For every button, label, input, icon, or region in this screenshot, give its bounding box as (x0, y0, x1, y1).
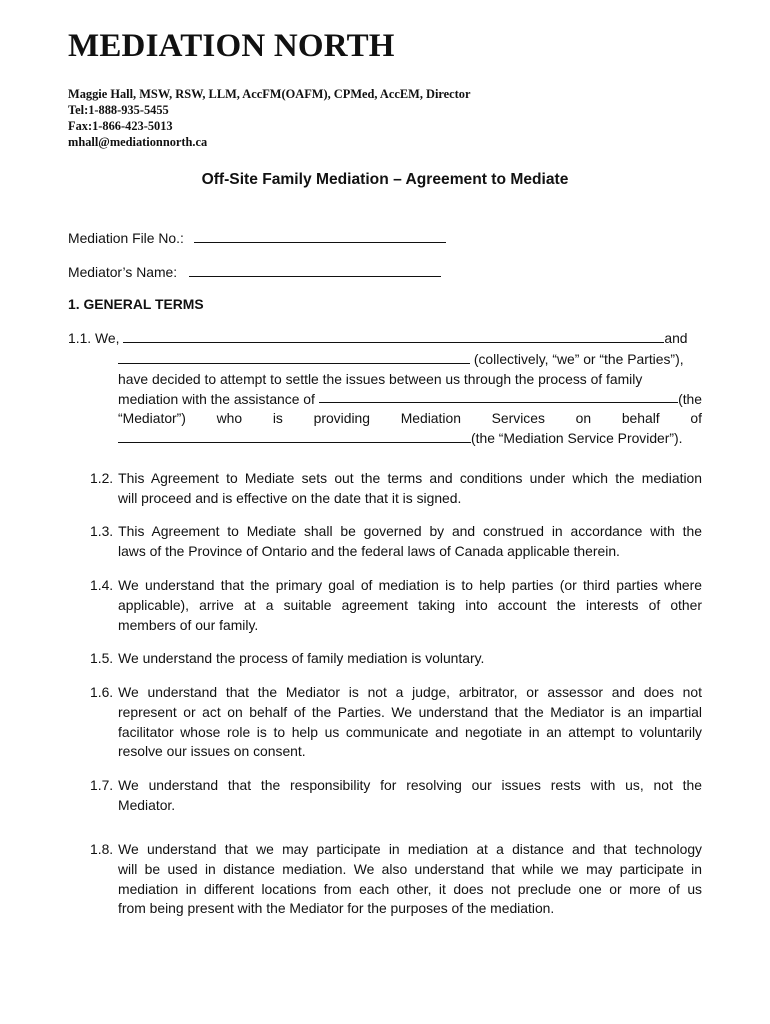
clause-first-row (90, 649, 702, 669)
clause-line: from being present with the Mediator for the purposes of the mediation. (118, 900, 555, 917)
clause-1-6 (90, 683, 702, 762)
fax: Fax:1-866-423-5013 (68, 119, 173, 133)
clause-word: Services (491, 410, 545, 427)
clause-number: 1.8. (90, 841, 114, 857)
clause-first-row (90, 469, 702, 489)
file-number-field (68, 230, 446, 246)
director-line: Maggie Hall, MSW, RSW, LLM, AccFM(OAFM), CPMed, AccEM, Director (68, 87, 471, 101)
clause-number: 1.1. (68, 330, 92, 346)
clause-word: “Mediator”) (118, 410, 186, 427)
organization-name: MEDIATION NORTH (68, 28, 395, 64)
clause-1-3 (90, 522, 702, 562)
service-provider-text: (the “Mediation Service Provider”). (471, 430, 683, 447)
clause-1-4 (90, 576, 702, 635)
clause-word: providing (313, 410, 370, 427)
clause-number: 1.6. (90, 684, 114, 700)
clause-number: 1.7. (90, 777, 114, 793)
party-two-blank[interactable] (118, 351, 470, 364)
file-number-blank[interactable] (194, 230, 446, 243)
file-number-label: Mediation File No.: (68, 230, 184, 246)
clause-line: facilitator whose role is to help us communicate and negotiate in an attempt to voluntarily (118, 723, 702, 740)
clause-first-line: This Agreement to Mediate sets out the terms and conditions under which the mediation (118, 470, 702, 486)
clause-word: who (216, 410, 243, 427)
clause-first-row (90, 840, 702, 860)
mediator-name-field (68, 264, 441, 280)
clause-line: laws of the Province of Ontario and the federal laws of Canada applicable therein. (118, 542, 620, 559)
clause-first-row (90, 683, 702, 703)
clause-1-8 (90, 840, 702, 919)
clause-word: Mediation (400, 410, 461, 427)
clause-number: 1.3. (90, 523, 114, 539)
clause-1-1-line (118, 429, 702, 449)
clause-number: 1.4. (90, 577, 114, 593)
clause-1-1-first-line (68, 330, 702, 346)
document-title: Off-Site Family Mediation – Agreement to Mediate (201, 171, 569, 188)
clause-word: of (690, 410, 702, 427)
contact-block (68, 86, 471, 150)
clause-line: members of our family. (118, 616, 259, 633)
section-heading: 1. GENERAL TERMS (68, 296, 204, 312)
clause-first-row (90, 522, 702, 542)
clause-line: Mediator. (118, 796, 176, 813)
clause-and: and (664, 330, 688, 346)
clause-first-line: We understand that the Mediator is not a judge, arbitrator, or assessor and does not (118, 684, 702, 700)
clause-line: resolve our issues on consent. (118, 743, 306, 760)
clause-word: behalf (621, 410, 660, 427)
assistance-text: mediation with the assistance of (118, 390, 315, 407)
mediator-name-blank[interactable] (189, 264, 441, 277)
clause-number: 1.2. (90, 470, 114, 486)
clause-number: 1.5. (90, 650, 114, 666)
clause-1-2 (90, 469, 702, 509)
clause-first-line: This Agreement to Mediate shall be governed by and construed in accordance with the (118, 523, 702, 539)
clause-we: We, (95, 330, 120, 346)
email: mhall@mediationnorth.ca (68, 135, 208, 149)
clause-first-line: We understand that the responsibility for resolving our issues rests with us, not the (118, 777, 702, 793)
clause-first-row (90, 776, 702, 796)
clause-1-1-justified-line (118, 409, 702, 429)
clause-line: mediation in different locations from each other, it does not preclude one or more of us (118, 880, 702, 897)
clause-first-row (90, 576, 702, 596)
clause-word: is (272, 410, 283, 427)
clause-1-1-line (118, 390, 702, 410)
mediator-name-label: Mediator’s Name: (68, 264, 178, 280)
clause-word: on (575, 410, 592, 427)
clause-first-line: We understand the process of family mediation is voluntary. (118, 650, 485, 666)
collectively-text: (collectively, “we” or “the Parties”), (473, 351, 684, 367)
mediator-blank[interactable] (319, 390, 678, 403)
telephone: Tel:1-888-935-5455 (68, 103, 169, 117)
party-one-blank[interactable] (123, 330, 664, 343)
clause-line: will proceed and is effective on the date that it is signed. (118, 489, 462, 506)
clause-1-7 (90, 776, 702, 816)
clause-line: will be used in distance mediation. We also understand that while we may participate in (118, 860, 702, 877)
service-provider-blank[interactable] (118, 430, 471, 443)
clause-1-1-body (118, 350, 702, 449)
clause-first-line: We understand that the primary goal of mediation is to help parties (or third parties where (118, 577, 702, 593)
clause-1-5 (90, 649, 702, 669)
clause-1-1-line: have decided to attempt to settle the issues between us through the process of family (118, 370, 643, 387)
clause-line: represent or act on behalf of the Parties. We understand that the Mediator is an impartial (118, 703, 702, 720)
the-text: (the (678, 390, 702, 407)
clause-line: applicable), arrive at a suitable agreement taking into account the interests of other (118, 596, 702, 613)
clause-first-line: We understand that we may participate in mediation at a distance and that technology (118, 841, 702, 857)
clause-1-1-line (118, 350, 702, 370)
